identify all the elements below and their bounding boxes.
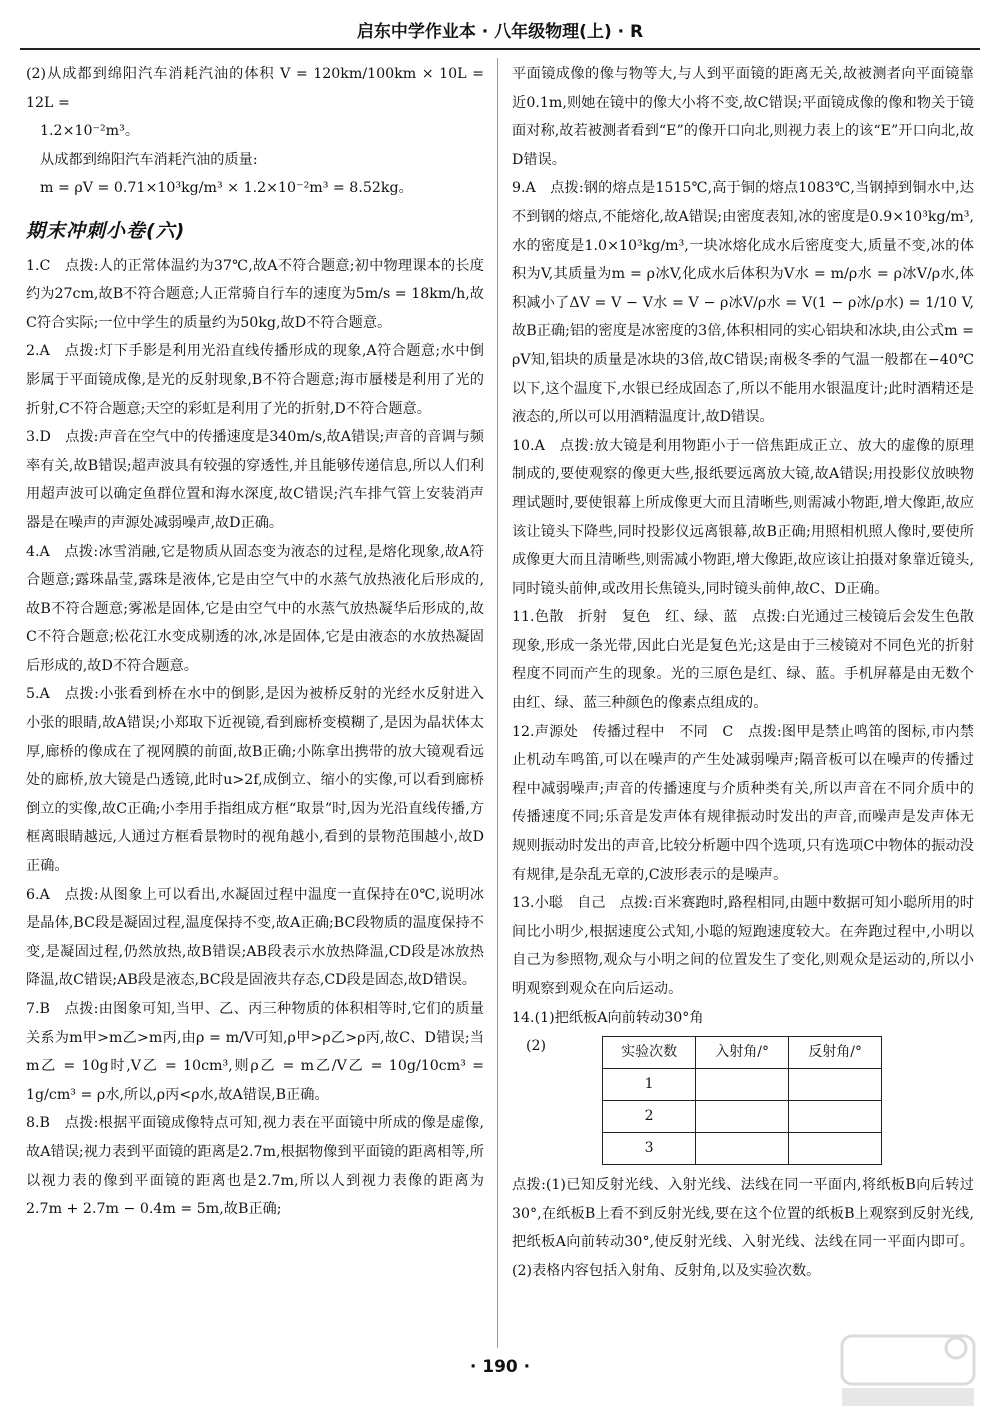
table-cell: 1 (603, 1069, 696, 1101)
answer-item-14-part1: 14.(1)把纸板A向前转动30°角 (512, 1009, 704, 1026)
intro-line-2: 1.2×10⁻²m³。 (40, 123, 140, 140)
table-header-cell: 反射角/° (789, 1037, 882, 1069)
answer-item-1: 1.C 点拨:人的正常体温约为37℃,故A不符合题意;初中物理课本的长度约为27cm,故B不符合题意;人正常骑自行车的速度为5m/s = 18km/h,故C符合实际;一位中学生的质量约为50kg,故D不符合题意。 (26, 257, 484, 331)
table-cell (696, 1133, 789, 1165)
page-number: · 190 · (469, 1357, 531, 1377)
table-row (603, 1133, 882, 1165)
section-title: 期末冲刺小卷(六) (26, 219, 186, 242)
right-column (512, 60, 974, 1286)
answer-item-5: 5.A 点拨:小张看到桥在水中的倒影,是因为被桥反射的光经水反射进入小张的眼睛,故A错误;小郑取下近视镜,看到廊桥变模糊了,是因为晶状体太厚,廊桥的像成在了视网膜的前面,故B正确;小陈拿出携带的放大镜观看远处的廊桥,放大镜是凸透镜,此时u>2f,成倒立、缩小的实像,可以看到廊桥倒立的实像,故C正确;小李用手指组成方框“取景”时,因为光沿直线传播,方框离眼睛越远,人通过方框看景物时的视角越小,看到的景物范围越小,故D正确。 (26, 686, 484, 875)
answer-item-8-continued: 平面镜成像的像与物等大,与人到平面镜的距离无关,故被测者向平面镜靠近0.1m,则她在镜中的像大小将不变,故C错误;平面镜成像的像和物关于镜面对称,故若被测者看到“E”的像开口向北,则视力表上的该“E”开口向北,故D错误。 (512, 66, 974, 168)
table-cell: 2 (603, 1101, 696, 1133)
intro-line-4: m = ρV = 0.71×10³kg/m³ × 1.2×10⁻²m³ = 8.52kg。 (40, 180, 413, 197)
table-header-cell: 入射角/° (696, 1037, 789, 1069)
q14-part2-label: (2) (526, 1038, 547, 1055)
answer-item-6: 6.A 点拨:从图象上可以看出,水凝固过程中温度一直保持在0℃,说明冰是晶体,BC段是凝固过程,温度保持不变,故A正确;BC段物质的温度保持不变,是凝固过程,仍然放热,故B错误;AB段表示水放热降温,CD段是冰放热降温,故C错误;AB段是液态,BC段是固液共存态,CD段是固态,故D错误。 (26, 886, 484, 989)
table-cell (789, 1101, 882, 1133)
left-column (26, 60, 484, 1224)
answer-item-9: 9.A 点拨:钢的熔点是1515℃,高于铜的熔点1083℃,当钢掉到铜水中,达不到钢的熔点,不能熔化,故A错误;由密度表知,冰的密度是0.9×10³kg/m³,水的密度是1.0×10³kg/m³,一块冰熔化成水后密度变大,质量不变,冰的体积为V,其质量为m = ρ冰V,化成水后体积为V水 = m/ρ水 = ρ冰V/ρ水,体积减小了ΔV = V − V水 = V − ρ冰V/ρ水 = V(1 − ρ冰/ρ水) = 1/10 V,故B正确;铝的密度是冰密度的3倍,体积相同的实心铝块和冰块,由公式m = ρV知,铝块的质量是冰块的3倍,故C错误;南极冬季的气温一般都在−40℃以下,这个温度下,水银已经成固态了,所以不能用水银温度计;此时酒精还是液态的,所以可以用酒精温度计,故D错误。 (512, 180, 974, 426)
answer-item-3: 3.D 点拨:声音在空气中的传播速度是340m/s,故A错误;声音的音调与频率有关,故B错误;超声波具有较强的穿透性,并且能够传递信息,所以人们利用超声波可以确定鱼群位置和海水深度,故C错误;汽车排气管上安装消声器是在噪声的声源处减弱噪声,故D正确。 (26, 429, 484, 531)
answer-item-13: 13.小聪 自己 点拨:百米赛跑时,路程相同,由题中数据可知小聪所用的时间比小明少,根据速度公式知,小聪的短跑速度较大。在奔跑过程中,小明以自己为参照物,观众与小明之间的位置发生了变化,则观众是运动的,所以小明观察到观众在向后运动。 (512, 895, 974, 997)
table-header-row (603, 1037, 882, 1069)
answer-item-12: 12.声源处 传播过程中 不同 C 点拨:图甲是禁止鸣笛的图标,市内禁止机动车鸣笛,可以在噪声的产生处减弱噪声;隔音板可以在噪声的传播过程中减弱噪声;声音的传播速度与介质种类有关,所以声音在不同介质中的传播速度不同;乐音是发声体有规律振动时发出的声音,而噪声是发声体无规则振动时发出的声音,比较分析题中四个选项,只有选项C中物体的振动没有规律,是杂乱无章的,C波形表示的是噪声。 (512, 723, 974, 883)
table-row (603, 1069, 882, 1101)
header-title: 启东中学作业本 · 八年级物理(上) · R (356, 22, 644, 42)
answer-item-8: 8.B 点拨:根据平面镜成像特点可知,视力表在平面镜中所成的像是虚像,故A错误;视力表到平面镜的距离是2.7m,根据物像到平面镜的距离相等,所以视力表的像到平面镜的距离也是2.7m,所以人到视力表像的距离为2.7m + 2.7m − 0.4m = 5m,故B正确; (26, 1115, 484, 1218)
table-cell (789, 1069, 882, 1101)
answer-item-10: 10.A 点拨:放大镜是利用物距小于一倍焦距成正立、放大的虚像的原理制成的,要使观察的像更大些,报纸要远离放大镜,故A错误;用投影仪放映物理试题时,要使银幕上所成像更大而且清晰些,则需减小物距,增大像距,故应该让镜头下降些,同时投影仪远离银幕,故B正确;用照相机照人像时,要使所成像更大而且清晰些,则需减小物距,增大像距,故应该让拍摄对象靠近镜头,同时镜头前伸,或改用长焦镜头,同时镜头前伸,故C、D正确。 (512, 437, 974, 597)
experiment-table (602, 1036, 882, 1165)
table-cell: 3 (603, 1133, 696, 1165)
intro-line-3: 从成都到绵阳汽车消耗汽油的质量: (40, 151, 258, 168)
answer-item-7: 7.B 点拨:由图象可知,当甲、乙、丙三种物质的体积相等时,它们的质量关系为m甲>m乙>m丙,由ρ = m/V可知,ρ甲>ρ乙>ρ丙,故C、D错误;当m乙 = 10g时,V乙 = 10cm³,则ρ乙 = m乙/V乙 = 10g/10cm³ = 1g/cm³ = ρ水,所以,ρ丙<ρ水,故A错误,B正确。 (26, 1001, 484, 1103)
page-header (20, 18, 980, 50)
watermark-logo (838, 1330, 978, 1410)
answer-item-4: 4.A 点拨:冰雪消融,它是物质从固态变为液态的过程,是熔化现象,故A符合题意;露珠晶莹,露珠是液体,它是由空气中的水蒸气放热液化后形成的,故B不符合题意;雾凇是固体,它是由空气中的水蒸气放热凝华后形成的,故C不符合题意;松花江水变成剔透的冰,冰是固体,它是由液态的水放热凝固后形成的,故D不符合题意。 (26, 543, 484, 674)
table-row (603, 1101, 882, 1133)
intro-line-1: (2)从成都到绵阳汽车消耗汽油的体积 V = 120km/100km × 10L = 12L = (26, 66, 484, 111)
q14-table-block (512, 1032, 974, 1171)
table-cell (789, 1133, 882, 1165)
column-divider (497, 58, 498, 1348)
table-cell (696, 1101, 789, 1133)
table-cell (696, 1069, 789, 1101)
answer-item-14-tip: 点拨:(1)已知反射光线、入射光线、法线在同一平面内,将纸板B向后转过30°,在纸板B上看不到反射光线,要在这个位置的纸板B上观察到反射光线,把纸板A向前转动30°,使反射光线、入射光线、法线在同一平面内即可。(2)表格内容包括入射角、反射角,以及实验次数。 (512, 1177, 974, 1279)
table-header-cell: 实验次数 (603, 1037, 696, 1069)
answer-item-11: 11.色散 折射 复色 红、绿、蓝 点拨:白光通过三棱镜后会发生色散现象,形成一条光带,因此白光是复色光;这是由于三棱镜对不同色光的折射程度不同而产生的现象。光的三原色是红、绿、蓝。手机屏幕是由无数个由红、绿、蓝三种颜色的像素点组成的。 (512, 609, 974, 712)
answer-item-2: 2.A 点拨:灯下手影是利用光沿直线传播形成的现象,A符合题意;水中倒影属于平面镜成像,是光的反射现象,B不符合题意;海市蜃楼是利用了光的折射,C不符合题意;天空的彩虹是利用了光的折射,D不符合题意。 (26, 343, 484, 417)
